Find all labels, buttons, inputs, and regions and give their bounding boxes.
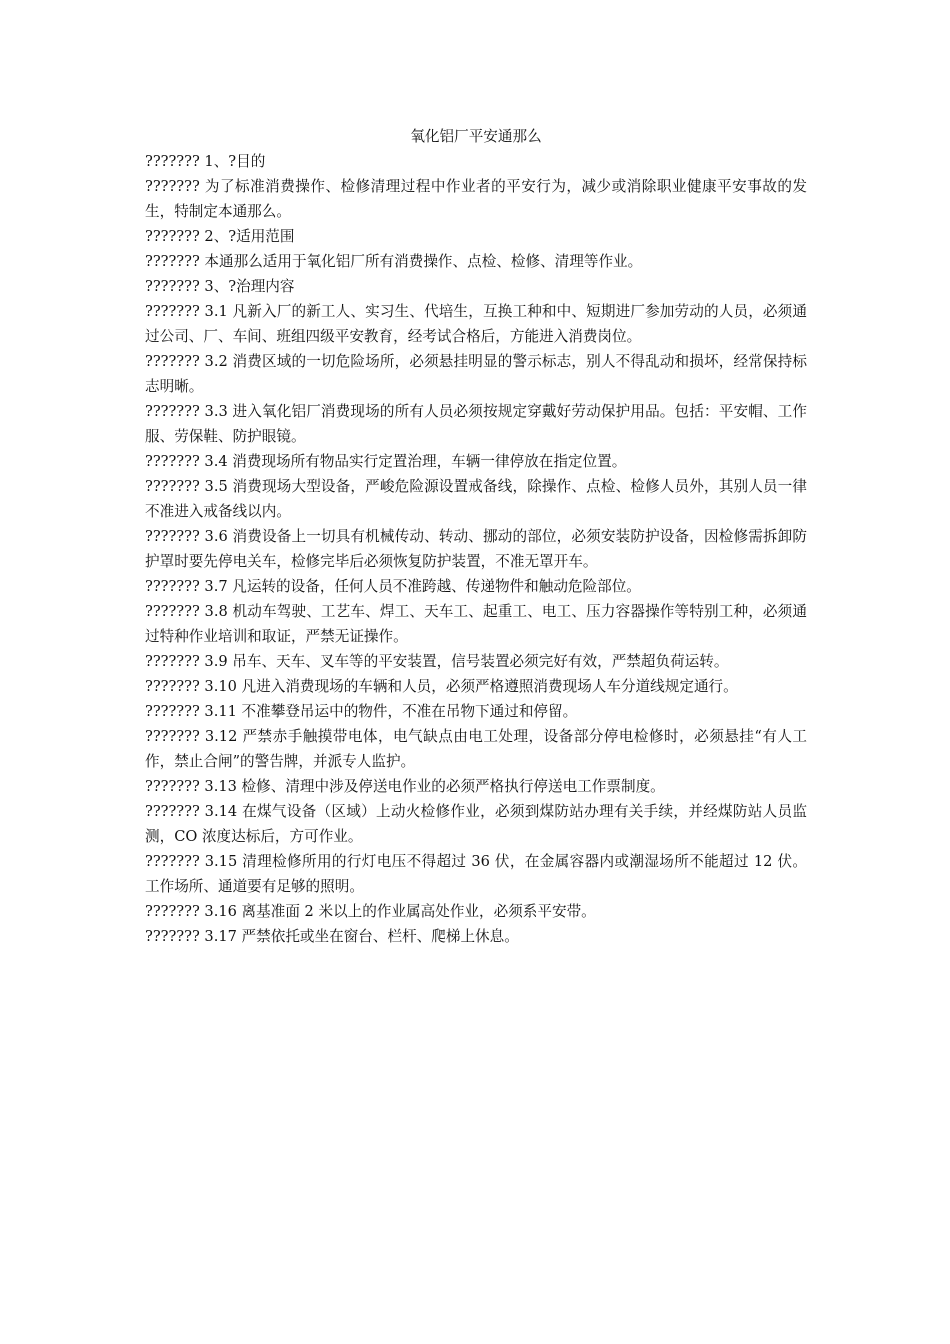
paragraph-rule-3-14: ??????? 3.14 在煤气设备（区域）上动火检修作业，必须到煤防站办理有关手续，并经煤防站人员监测，CO 浓度达标后，方可作业。 <box>145 803 807 845</box>
paragraph-section-3-heading: ??????? 3、?治理内容 <box>145 278 295 295</box>
paragraph-rule-3-11: ??????? 3.11 不准攀登吊运中的物件，不准在吊物下通过和停留。 <box>145 703 578 720</box>
paragraph-rule-3-8: ??????? 3.8 机动车驾驶、工艺车、焊工、天车工、起重工、电工、压力容器操作等特别工种，必须通过特种作业培训和取证，严禁无证操作。 <box>145 603 807 645</box>
paragraph-rule-3-12: ??????? 3.12 严禁赤手触摸带电体，电气缺点由电工处理，设备部分停电检修时，必须悬挂“有人工作，禁止合闸”的警告牌，并派专人监护。 <box>145 728 807 770</box>
paragraph-rule-3-7: ??????? 3.7 凡运转的设备，任何人员不准跨越、传递物件和触动危险部位。 <box>145 578 641 595</box>
paragraph-rule-3-1: ??????? 3.1 凡新入厂的新工人、实习生、代培生，互换工种和中、短期进厂参加劳动的人员，必须通过公司、厂、车间、班组四级平安教育，经考试合格后，方能进入消费岗位。 <box>145 303 807 345</box>
paragraph-rule-3-2: ??????? 3.2 消费区域的一切危险场所，必须悬挂明显的警示标志，别人不得乱动和损坏，经常保持标志明晰。 <box>145 353 807 395</box>
paragraph-rule-3-4: ??????? 3.4 消费现场所有物品实行定置治理，车辆一律停放在指定位置。 <box>145 453 627 470</box>
paragraph-section-1-heading: ??????? 1、?目的 <box>145 153 266 170</box>
paragraph-rule-3-10: ??????? 3.10 凡进入消费现场的车辆和人员，必须严格遵照消费现场人车分道线规定通行。 <box>145 678 738 695</box>
paragraph-purpose: ??????? 为了标准消费操作、检修清理过程中作业者的平安行为，减少或消除职业健康平安事故的发生，特制定本通那么。 <box>145 178 807 220</box>
paragraph-rule-3-15: ??????? 3.15 清理检修所用的行灯电压不得超过 36 伏，在金属容器内或潮湿场所不能超过 12 伏。工作场所、通道要有足够的照明。 <box>145 853 807 895</box>
paragraph-rule-3-17: ??????? 3.17 严禁依托或坐在窗台、栏杆、爬梯上休息。 <box>145 928 519 945</box>
paragraph-rule-3-13: ??????? 3.13 检修、清理中涉及停送电作业的必须严格执行停送电工作票制度。 <box>145 778 665 795</box>
paragraph-section-2-heading: ??????? 2、?适用范围 <box>145 228 295 245</box>
paragraph-scope: ??????? 本通那么适用于氧化铝厂所有消费操作、点检、检修、清理等作业。 <box>145 253 643 270</box>
paragraph-rule-3-9: ??????? 3.9 吊车、天车、叉车等的平安装置，信号装置必须完好有效，严禁超负荷运转。 <box>145 653 729 670</box>
paragraph-rule-3-6: ??????? 3.6 消费设备上一切具有机械传动、转动、挪动的部位，必须安装防护设备，因检修需拆卸防护罩时要先停电关车，检修完毕后必须恢复防护装置，不准无罩开车。 <box>145 528 807 570</box>
document-page <box>145 124 807 949</box>
document-title: 氧化铝厂平安通那么 <box>410 128 542 145</box>
paragraph-rule-3-5: ??????? 3.5 消费现场大型设备，严峻危险源设置戒备线，除操作、点检、检修人员外，其别人员一律不准进入戒备线以内。 <box>145 478 807 520</box>
paragraph-rule-3-16: ??????? 3.16 离基准面 2 米以上的作业属高处作业，必须系平安带。 <box>145 903 596 920</box>
paragraph-rule-3-3: ??????? 3.3 进入氧化铝厂消费现场的所有人员必须按规定穿戴好劳动保护用品。包括：平安帽、工作服、劳保鞋、防护眼镜。 <box>145 403 807 445</box>
